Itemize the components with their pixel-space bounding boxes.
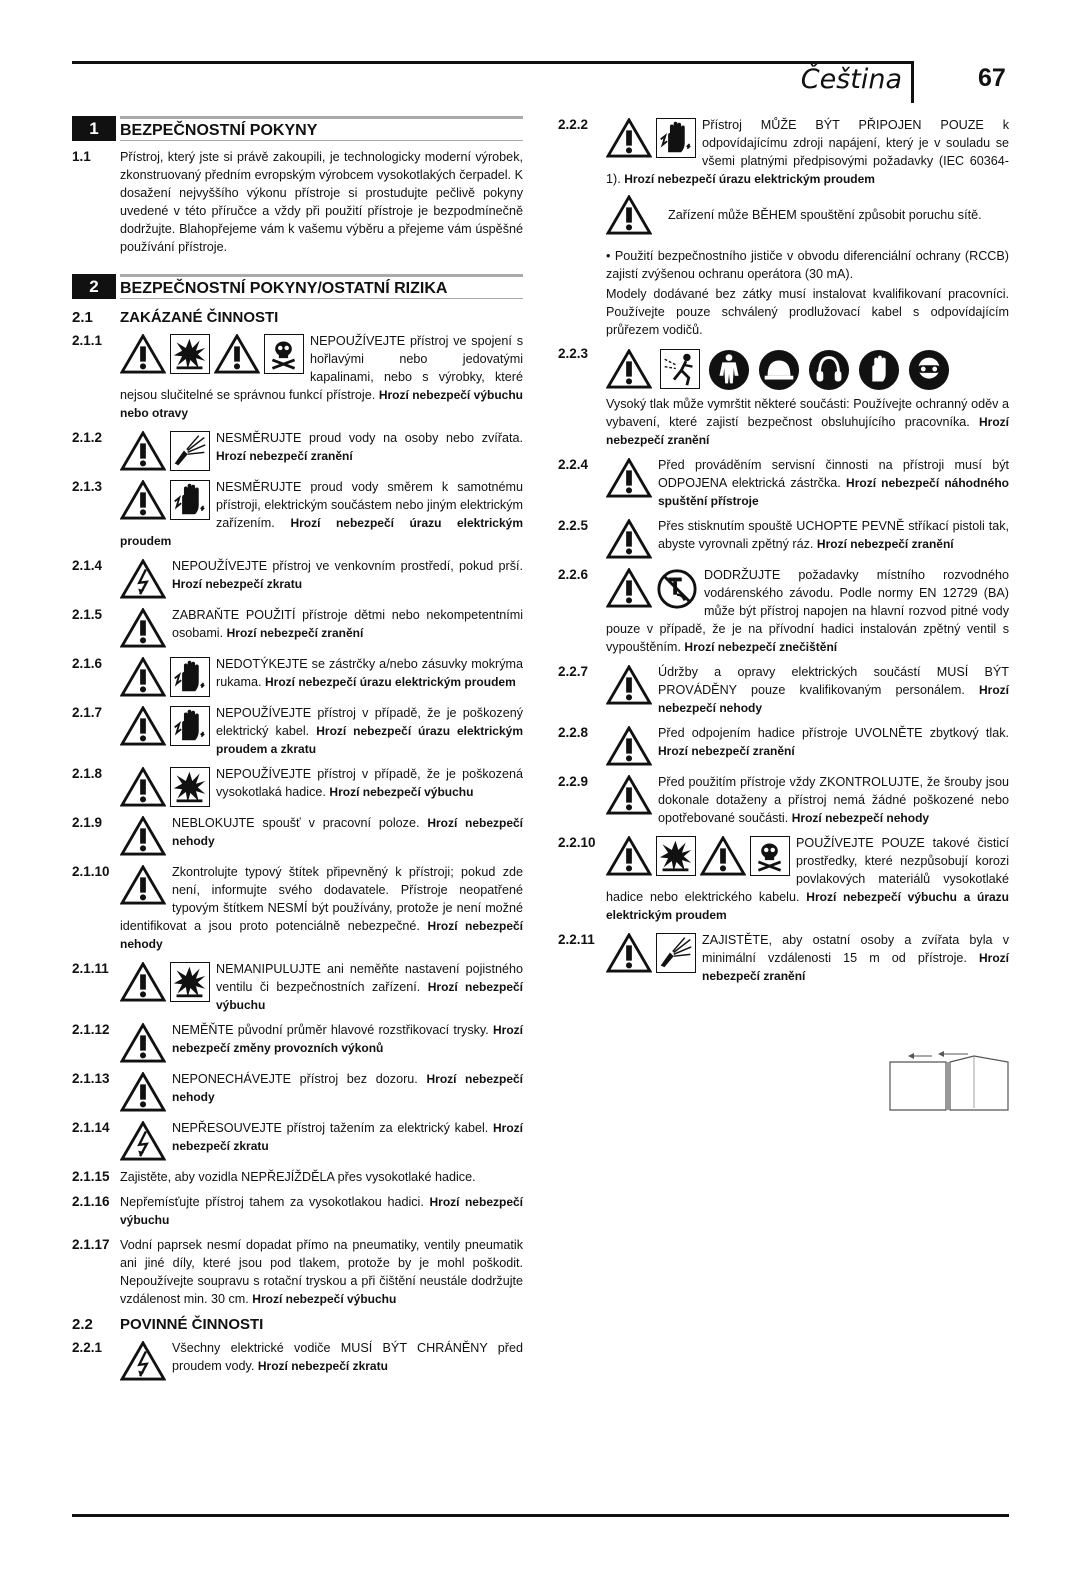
electric-warning-icon <box>120 1121 166 1161</box>
item-number: 2.1.14 <box>72 1120 110 1135</box>
toxic-skull-icon <box>750 836 790 876</box>
hazard-text: Hrozí nebezpečí nehody <box>172 1072 524 1104</box>
warning-triangle-icon <box>606 519 652 559</box>
warning-triangle-icon <box>606 349 652 391</box>
item-text: ZAJISTĚTE, aby ostatní osoby a zvířata byla v minimální vzdálenosti 15 m od přístroje. <box>702 933 1009 965</box>
item-2-1-5 <box>72 606 523 648</box>
item-text: Přes stisknutím spouště UCHOPTE PEVNĚ stříkací pistoli tak, abyste vyrovnali zpětný ráz. <box>658 519 1009 551</box>
hazard-text: Hrozí nebezpečí zranění <box>816 537 954 551</box>
item-text: Nepřemísťujte přístroj tahem za vysokotlakou hadici. <box>120 1195 424 1209</box>
item-number: 2.2.6 <box>558 567 589 582</box>
hazard-text: Hrozí nebezpečí výbuchu <box>252 1292 397 1306</box>
item-number: 2.1.15 <box>72 1169 110 1184</box>
item-2-1-15 <box>72 1168 523 1186</box>
item-number: 2.1.3 <box>72 479 103 494</box>
item-text: NEPOUŽÍVEJTE přístroj v případě, že je poškozená vysokotlaká hadice. <box>216 767 523 799</box>
rccb-note: • Použití bezpečnostního jističe v obvodu diferenciální ochrany (RCCB) zajistí zvýšenou ochranu operátora (30 mA). <box>606 249 1009 281</box>
header-language: Čeština <box>800 64 902 95</box>
hazard-text: Hrozí nebezpečí zkratu <box>172 1121 524 1153</box>
item-2-2-9 <box>558 773 1009 827</box>
section-2-heading <box>72 274 523 299</box>
item-2-1-4 <box>72 557 523 599</box>
electric-warning-icon <box>120 559 166 599</box>
item-2-2-10 <box>558 834 1009 924</box>
item-text: NEPOUŽÍVEJTE přístroj v případě, že je poškozený elektrický kabel. <box>216 706 523 738</box>
explosion-icon <box>170 962 210 1002</box>
item-2-1-12 <box>72 1021 523 1063</box>
electric-hand-icon <box>170 706 210 746</box>
warning-triangle-icon <box>120 767 166 807</box>
item-2-1-7 <box>72 704 523 758</box>
warning-triangle-icon <box>700 836 746 876</box>
item-text: NEDOTÝKEJTE se zástrčky a/nebo zásuvky mokrýma rukama. <box>216 657 523 689</box>
item-text: ZABRAŇTE POUŽITÍ přístroje dětmi nebo nekompetentními osobami. <box>172 608 523 640</box>
item-number: 2.1.10 <box>72 864 110 879</box>
subsection-number: 2.1 <box>72 309 93 326</box>
item-number: 2.1.1 <box>72 333 103 348</box>
item-text: NEPONECHÁVEJTE přístroj bez dozoru. <box>172 1072 418 1086</box>
no-backflow-icon <box>656 568 698 610</box>
item-number: 2.1.6 <box>72 656 103 671</box>
warning-triangle-icon <box>606 775 652 815</box>
item-2-2-11 <box>558 931 1009 985</box>
header-language-divider <box>911 61 914 103</box>
item-number: 2.1.7 <box>72 705 103 720</box>
item-number: 2.1.9 <box>72 815 103 830</box>
item-text: Vysoký tlak může vymrštit některé součásti: Používejte ochranný oděv a vybavení, které zajistí bezpečnost obsluhujícího pracovníka. <box>606 397 1009 429</box>
warning-triangle-icon <box>120 1023 166 1063</box>
subsection-number: 2.2 <box>72 1316 93 1333</box>
warning-triangle-icon <box>120 480 166 520</box>
hazard-text: Hrozí nebezpečí znečištění <box>684 640 838 654</box>
item-text: Všechny elektrické vodiče MUSÍ BÝT CHRÁNĚNY před proudem vody. <box>172 1341 523 1373</box>
section-number: 2 <box>72 274 116 299</box>
warning-triangle-icon <box>606 195 652 235</box>
subsection-title: POVINNÉ ČINNOSTI <box>120 1316 264 1333</box>
hazard-text: Hrozí nebezpečí úrazu elektrickým proudem a zkratu <box>216 724 524 756</box>
item-number: 2.2.3 <box>558 346 589 361</box>
header-top-rule <box>72 61 912 64</box>
section-1-heading <box>72 116 523 141</box>
plug-note: Modely dodávané bez zátky musí instalovat kvalifikovaní pracovníci. Používejte pouze schválený prodlužovací kabel s odpovídajícím průřezem vodičů. <box>606 287 1009 337</box>
electric-hand-icon <box>170 657 210 697</box>
open-manual-icon <box>888 1050 1010 1117</box>
item-text: NEMANIPULUJTE ani neměňte nastavení pojistného ventilu či bezpečnostních zařízení. <box>216 962 523 994</box>
hazard-text: Hrozí nebezpečí zranění <box>226 626 364 640</box>
item-2-2-3 <box>558 345 1009 449</box>
item-2-1-2 <box>72 429 523 471</box>
item-2-1-10 <box>72 863 523 953</box>
item-2-2-5 <box>558 517 1009 559</box>
section-number: 1 <box>72 116 116 141</box>
item-number: 2.2.9 <box>558 774 589 789</box>
hazard-text: Hrozí nebezpečí nehody <box>172 816 524 848</box>
subsection-title: ZAKÁZANÉ ČINNOSTI <box>120 309 279 326</box>
item-number: 2.2.2 <box>558 117 589 132</box>
warning-triangle-icon <box>120 334 166 374</box>
item-number: 2.1.4 <box>72 558 103 573</box>
toxic-skull-icon <box>264 334 304 374</box>
warning-triangle-icon <box>606 836 652 876</box>
section-title: BEZPEČNOSTNÍ POKYNY <box>120 116 523 141</box>
item-text: DODRŽUJTE požadavky místního rozvodného vodárenského závodu. Podle normy EN 12729 (BA) může být přístroj napojen na hlavní rozvod pitné vody pouze v případě, že je na přívodní hadici instalován zpětný ventil s vypouštěním. <box>606 568 1009 654</box>
item-2-2-6 <box>558 566 1009 656</box>
goggles-icon <box>908 349 950 391</box>
item-number: 2.2.11 <box>558 932 595 947</box>
item-number: 2.1.2 <box>72 430 103 445</box>
item-number: 2.2.8 <box>558 725 589 740</box>
hazard-text: Hrozí nebezpečí výbuchu a úrazu elektrickým proudem <box>606 890 1010 922</box>
hazard-text: Hrozí nebezpečí nehody <box>658 683 1010 715</box>
warning-triangle-icon <box>120 1072 166 1112</box>
warning-triangle-icon <box>120 816 166 856</box>
water-jet-icon <box>170 431 210 471</box>
item-text: POUŽÍVEJTE POUZE takové čisticí prostředky, které nezpůsobují korozi povlakových materiálů vysokotlaké hadice nebo elektrického kabelu. <box>606 836 1009 904</box>
item-2-1-11 <box>72 960 523 1014</box>
warning-triangle-icon <box>120 657 166 697</box>
right-column <box>558 116 1009 992</box>
left-column <box>72 116 523 1388</box>
item-2-1-14 <box>72 1119 523 1161</box>
electric-warning-icon <box>120 1341 166 1381</box>
item-2-2-7 <box>558 663 1009 717</box>
warning-triangle-icon <box>120 431 166 471</box>
item-text: Přístroj MŮŽE BÝT PŘIPOJEN POUZE k odpovídajícímu zdroji napájení, který je v souladu se všemi platnými předpisovými požadavky (IEC 60364-1). <box>606 118 1009 186</box>
hazard-text: Hrozí nebezpečí zkratu <box>172 577 303 591</box>
warning-triangle-icon <box>120 865 166 905</box>
explosion-icon <box>656 836 696 876</box>
item-number: 2.2.5 <box>558 518 589 533</box>
page-number: 67 <box>978 64 1006 92</box>
hazard-text: Hrozí nebezpečí zranění <box>702 951 1010 983</box>
explosion-icon <box>170 767 210 807</box>
item-text: Před odpojením hadice přístroje UVOLNĚTE zbytkový tlak. <box>658 726 1009 740</box>
item-2-1-6 <box>72 655 523 697</box>
item-number: 2.1.12 <box>72 1022 110 1037</box>
item-text: Zajistěte, aby vozidla NEPŘEJÍŽDĚLA přes vysokotlaké hadice. <box>120 1170 476 1184</box>
protective-suit-icon <box>708 349 750 391</box>
item-text: Přístroj, který jste si právě zakoupili, je technologicky moderní výrobek, zkonstruovaný předním evropským výrobcem vysokotlakých čerpadel. K dosažení nejvyššího výkonu přístroje si prostudujte pečlivě pokyny uvedené v této příručce a vždy při použití přístroje je bezpodmínečně dodržujte. Blahopřejeme vám k vašemu výběru a přejeme vám úspěšné používání přístroje. <box>120 150 523 254</box>
item-2-2-8 <box>558 724 1009 766</box>
warning-triangle-icon <box>214 334 260 374</box>
explosion-icon <box>170 334 210 374</box>
item-number: 2.2.1 <box>72 1340 103 1355</box>
warning-triangle-icon <box>606 933 652 973</box>
item-number: 2.2.7 <box>558 664 589 679</box>
item-number: 2.1.16 <box>72 1194 110 1209</box>
item-2-1-17 <box>72 1236 523 1308</box>
item-2-1-3 <box>72 478 523 550</box>
subsection-2-2-heading <box>72 1316 523 1333</box>
item-text: NEBLOKUJTE spoušť v pracovní poloze. <box>172 816 420 830</box>
item-2-1-13 <box>72 1070 523 1112</box>
item-text: Zkontrolujte typový štítek připevněný k přístroji; pokud zde není, informujte svého dodavatele. Přístroje neopatřené typovým štítkem NESMÍ být používány, protože je není možné identifikovat a jsou proto potenciálně nebezpečné. <box>120 865 523 933</box>
item-2-1-8 <box>72 765 523 807</box>
ear-protection-icon <box>808 349 850 391</box>
warning-triangle-icon <box>606 118 652 158</box>
item-2-1-9 <box>72 814 523 856</box>
item-text: Údržby a opravy elektrických součástí MUSÍ BÝT PROVÁDĚNY pouze kvalifikovaným personálem. <box>658 665 1009 697</box>
hazard-text: Hrozí nebezpečí zranění <box>658 744 795 758</box>
item-number: 2.2.10 <box>558 835 596 850</box>
section-title: BEZPEČNOSTNÍ POKYNY/OSTATNÍ RIZIKA <box>120 274 523 299</box>
flying-debris-icon <box>660 349 700 389</box>
item-text: Před použitím přístroje vždy ZKONTROLUJTE, že šrouby jsou dokonale dotaženy a přístroj nemá žádné poškozené nebo opotřebované součásti. <box>658 775 1009 825</box>
item-2-1-1 <box>72 332 523 422</box>
subsection-2-1-heading <box>72 309 523 326</box>
item-number: 2.1.8 <box>72 766 103 781</box>
item-text: NEPOUŽÍVEJTE přístroj ve venkovním prostředí, pokud prší. <box>172 559 523 573</box>
item-text: Vodní paprsek nesmí dopadat přímo na pneumatiky, ventily pneumatik ani jiné díly, které jsou pod tlakem, protože by je mohl poškodit. Nepoužívejte soupravu s rotační tryskou a při čištění neustále dodržujte vzdálenost min. 30 cm. <box>120 1238 523 1306</box>
warning-triangle-icon <box>120 962 166 1002</box>
warning-triangle-icon <box>120 706 166 746</box>
item-number: 2.1.11 <box>72 961 109 976</box>
hazard-text: Hrozí nebezpečí výbuchu <box>120 1195 524 1227</box>
hazard-text: Hrozí nebezpečí nehody <box>120 919 524 951</box>
item-2-2-4 <box>558 456 1009 510</box>
hazard-text: Hrozí nebezpečí úrazu elektrickým proudem <box>120 516 523 548</box>
item-number: 1.1 <box>72 149 91 164</box>
item-number: 2.1.5 <box>72 607 103 622</box>
water-jet-icon <box>656 933 696 973</box>
hazard-text: Hrozí nebezpečí změny provozních výkonů <box>172 1023 523 1055</box>
item-2-1-16 <box>72 1193 523 1229</box>
item-2-2-2 <box>558 116 1009 188</box>
item-1-1 <box>72 148 523 256</box>
electric-hand-icon <box>656 118 696 158</box>
item-number: 2.2.4 <box>558 457 589 472</box>
item-text: NESMĚRUJTE proud vody na osoby nebo zvířata. <box>216 431 523 445</box>
gloves-icon <box>858 349 900 391</box>
electric-hand-icon <box>170 480 210 520</box>
hazard-text: Hrozí nebezpečí zranění <box>606 415 1010 447</box>
item-text: NEMĚŇTE původní průměr hlavové rozstřikovací trysky. <box>172 1023 489 1037</box>
hazard-text: Hrozí nebezpečí zranění <box>216 449 353 463</box>
startup-note <box>606 195 1009 235</box>
startup-note-text: Zařízení může BĚHEM spouštění způsobit poruchu sítě. <box>668 208 982 222</box>
warning-triangle-icon <box>606 726 652 766</box>
hazard-text: Hrozí nebezpečí výbuchu <box>216 980 524 1012</box>
hazard-text: Hrozí nebezpečí výbuchu nebo otravy <box>120 388 524 420</box>
item-text: Před prováděním servisní činnosti na přístroji musí být ODPOJENA elektrická zástrčka. <box>658 458 1009 490</box>
hazard-text: Hrozí nebezpečí úrazu elektrickým proudem <box>624 172 875 186</box>
hazard-text: Hrozí nebezpečí úrazu elektrickým proudem <box>265 675 516 689</box>
hazard-text: Hrozí nebezpečí náhodného spuštění přístroje <box>658 476 1009 508</box>
warning-triangle-icon <box>606 458 652 498</box>
item-number: 2.1.17 <box>72 1237 110 1252</box>
item-text: NESMĚRUJTE proud vody směrem k samotnému přístroji, elektrickým součástem nebo jiným elektrickým zařízením. <box>216 480 523 530</box>
hazard-text: Hrozí nebezpečí zkratu <box>257 1359 388 1373</box>
helmet-icon <box>758 349 800 391</box>
item-number: 2.1.13 <box>72 1071 110 1086</box>
item-text: NEPŘESOUVEJTE přístroj tažením za elektrický kabel. <box>172 1121 489 1135</box>
item-2-2-1 <box>72 1339 523 1381</box>
warning-triangle-icon <box>120 608 166 648</box>
warning-triangle-icon <box>606 665 652 705</box>
hazard-text: Hrozí nebezpečí nehody <box>791 811 930 825</box>
item-text: NEPOUŽÍVEJTE přístroj ve spojení s hořlavými nebo jedovatými kapalinami, nebo s výrobky, které nejsou slučitelné se správnou funkcí přístroje. <box>120 334 523 402</box>
hazard-text: Hrozí nebezpečí výbuchu <box>329 785 474 799</box>
footer-rule <box>72 1514 1009 1517</box>
warning-triangle-icon <box>606 568 652 610</box>
